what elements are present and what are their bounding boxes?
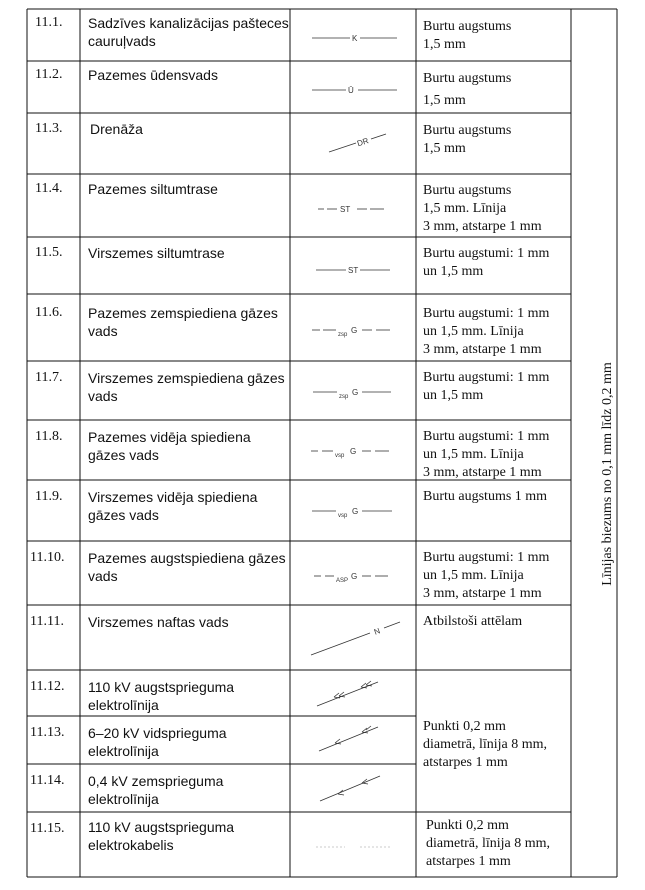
row-spec: Punkti 0,2 mm diametrā, līnija 8 mm, atstarpes 1 mm	[426, 818, 551, 869]
symbol-label: G	[350, 447, 357, 456]
row-name: 0,4 kV zemsprieguma elektrolīnija	[88, 773, 224, 807]
row-spec: Burtu augstumi: 1 mm un 1,5 mm. Līnija 3 mm, atstarpe 1 mm	[423, 306, 550, 357]
row-name: Pazemes siltumtrase	[88, 181, 218, 197]
row-spec: Burtu augstums 1,5 mm	[423, 71, 512, 108]
symbol-label: K	[352, 34, 358, 43]
symbol-power-low	[320, 776, 380, 801]
side-note-vertical: Līnijas biezums no 0,1 mm līdz 0,2 mm	[600, 362, 615, 586]
symbol-label: N	[372, 626, 382, 637]
symbol-sublabel: zsp	[339, 394, 349, 400]
row-number: 11.8.	[35, 429, 63, 444]
row-number: 11.1.	[35, 15, 63, 30]
row-name: Pazemes augstspiediena gāzes vads	[88, 550, 286, 584]
row-spec: Burtu augstums 1,5 mm	[423, 19, 512, 52]
row-name: Pazemes zemspiediena gāzes vads	[88, 305, 278, 339]
row-number: 11.3.	[35, 121, 63, 136]
row-name: Virszemes naftas vads	[88, 614, 229, 630]
symbol-label: ST	[340, 205, 351, 214]
row-number: 11.2.	[35, 67, 63, 82]
row-spec: Burtu augstums 1,5 mm	[423, 123, 512, 156]
symbol-sublabel: vsp	[335, 453, 345, 459]
row-name: 110 kV augstsprieguma elektrokabelis	[88, 819, 235, 853]
symbol-sublabel: ASP	[336, 578, 349, 584]
row-spec: Atbilstoši attēlam	[423, 614, 523, 629]
row-number: 11.15.	[30, 821, 65, 836]
row-spec: Burtu augstums 1,5 mm. Līnija 3 mm, atstarpe 1 mm	[423, 183, 542, 234]
symbol-label: DR	[356, 136, 370, 149]
row-number: 11.7.	[35, 370, 63, 385]
row-name: Virszemes siltumtrase	[88, 245, 225, 261]
row-spec: Burtu augstumi: 1 mm un 1,5 mm	[423, 246, 550, 279]
row-number: 11.5.	[35, 245, 63, 260]
symbol-label: G	[352, 388, 359, 397]
symbol-oil	[311, 622, 400, 655]
row-number: 11.6.	[35, 305, 63, 320]
row-name: Sadzīves kanalizācijas pašteces cauruļvads	[88, 15, 289, 49]
row-name: 6–20 kV vidsprieguma elektrolīnija	[88, 725, 227, 759]
symbol-label: G	[352, 507, 359, 516]
row-number: 11.11.	[30, 614, 64, 629]
symbol-label: G	[351, 572, 358, 581]
row-spec: Burtu augstumi: 1 mm un 1,5 mm. Līnija 3 mm, atstarpe 1 mm	[423, 429, 550, 480]
row-name: Virszemes vidēja spiediena gāzes vads	[88, 489, 258, 523]
row-spec: Burtu augstumi: 1 mm un 1,5 mm	[423, 370, 550, 403]
row-name: Pazemes vidēja spiediena gāzes vads	[88, 429, 251, 463]
merged-spec: Punkti 0,2 mm diametrā, līnija 8 mm, atstarpes 1 mm	[423, 719, 548, 770]
row-number: 11.14.	[30, 773, 65, 788]
row-number: 11.9.	[35, 489, 63, 504]
row-number: 11.10.	[30, 550, 65, 565]
row-name: Pazemes ūdensvads	[88, 67, 218, 83]
row-number: 11.13.	[30, 725, 65, 740]
symbol-label: G	[351, 326, 358, 335]
row-name: Virszemes zemspiediena gāzes vads	[88, 370, 285, 404]
row-name: 110 kV augstsprieguma elektrolīnija	[88, 679, 235, 713]
row-number: 11.4.	[35, 181, 63, 196]
symbol-power-110kv	[317, 681, 378, 706]
row-number: 11.12.	[30, 679, 65, 694]
row-name: Drenāža	[90, 121, 143, 137]
row-spec: Burtu augstums 1 mm	[423, 489, 548, 504]
symbol-power-mid	[319, 726, 378, 751]
symbol-label: Ū	[348, 86, 354, 95]
symbol-sublabel: vsp	[338, 513, 348, 519]
symbol-label: ST	[348, 266, 359, 275]
row-spec: Burtu augstumi: 1 mm un 1,5 mm. Līnija 3 mm, atstarpe 1 mm	[423, 550, 550, 601]
symbol-sublabel: zsp	[338, 332, 348, 338]
